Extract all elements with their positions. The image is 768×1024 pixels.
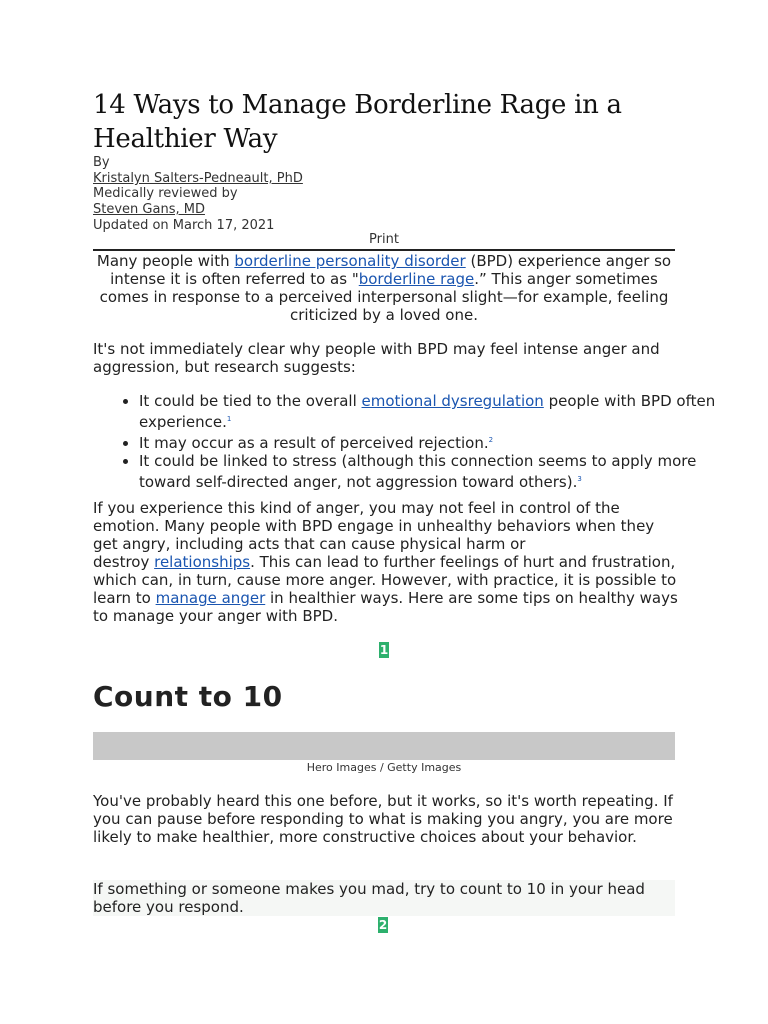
step-number-badge: 1 bbox=[379, 643, 389, 657]
image-caption: Hero Images / Getty Images bbox=[306, 761, 462, 774]
citation-link[interactable]: 1 bbox=[226, 415, 232, 423]
bpd-link[interactable]: borderline personality disorder bbox=[234, 252, 466, 270]
relationships-link[interactable]: relationships bbox=[154, 553, 251, 571]
page-title: 14 Ways to Manage Borderline Rage in a Healthier Way bbox=[93, 90, 622, 154]
research-list bbox=[93, 392, 724, 491]
list-item: • It may occur as a result of perceived rejection.$^2$ bbox=[139, 431, 724, 452]
updated-date: Updated on March 17, 2021 bbox=[93, 218, 275, 233]
intro-paragraph: Many people with borderline personality disorder (BPD) experience anger so intense it is often referred to as "borderline rage.” This anger sometimes comes in response to a perceived interpersonal slight—for example, feeling criticized by a loved one. bbox=[96, 252, 672, 324]
byline-label: By bbox=[93, 155, 110, 170]
author-link[interactable]: Kristalyn Salters-Pedneault, PhD bbox=[93, 171, 303, 186]
divider bbox=[93, 249, 675, 251]
citation-link[interactable]: 3 bbox=[577, 475, 582, 483]
section-heading: Count to 10 bbox=[93, 680, 283, 713]
emotional-dysregulation-link[interactable]: emotional dysregulation bbox=[361, 392, 544, 410]
research-paragraph: It's not immediately clear why people with BPD may feel intense anger and aggression, but research suggests: bbox=[93, 340, 660, 376]
manage-anger-link[interactable]: manage anger bbox=[155, 589, 266, 607]
print-button[interactable]: Print bbox=[369, 232, 399, 247]
reviewed-label: Medically reviewed by bbox=[93, 186, 238, 201]
borderline-rage-link[interactable]: borderline rage bbox=[358, 270, 475, 288]
step1-tip: If something or someone makes you mad, try to count to 10 in your head before you respond. bbox=[93, 880, 675, 916]
anger-paragraph: If you experience this kind of anger, you may not feel in control of the emotion. Many people with BPD engage in unhealthy behaviors when they get angry, including acts that can cause physical harm or destroy relationships. This can lead to further feelings of hurt and frustration, which can, in turn, cause more anger. However, with practice, it is possible to learn to manage anger in healthier ways. Here are some tips on healthy ways to manage your anger with BPD. bbox=[93, 499, 678, 625]
list-item: • It could be linked to stress (although this connection seems to apply more toward self-directed anger, not aggression toward others).$^3$ bbox=[139, 452, 724, 491]
reviewer-link[interactable]: Steven Gans, MD bbox=[93, 202, 205, 217]
hero-image bbox=[93, 732, 675, 760]
step-number-badge: 2 bbox=[378, 918, 388, 932]
list-item: • It could be tied to the overall emotional dysregulation people with BPD often experience.$^1$ bbox=[139, 392, 724, 431]
citation-link[interactable]: 2 bbox=[488, 436, 494, 444]
step1-paragraph: You've probably heard this one before, but it works, so it's worth repeating. If you can pause before responding to what is making you angry, you are more likely to make healthier, more constructive choices about your behavior. bbox=[93, 792, 673, 846]
